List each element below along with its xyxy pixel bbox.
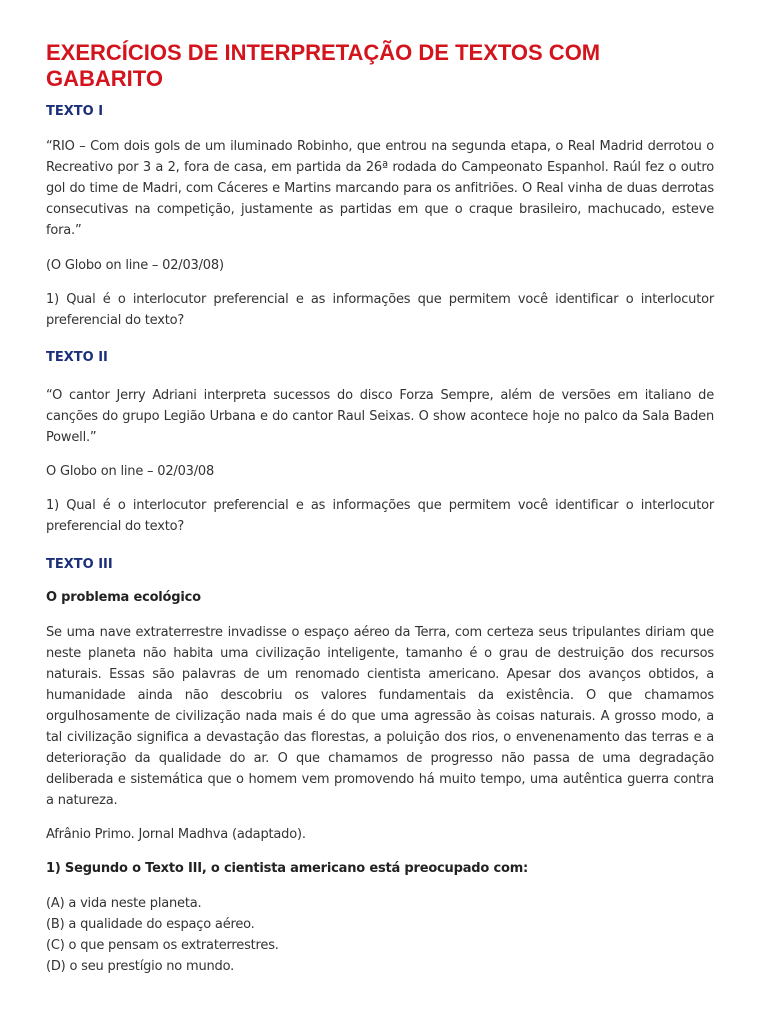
texto-2-source: O Globo on line – 02/03/08 <box>46 464 215 479</box>
texto-1-quote: “RIO – Com dois gols de um iluminado Robinho, que entrou na segunda etapa, o Real Madrid derrotou o Recreativo por 3 a 2, fora de casa, em partida da 26ª rodada do Campeonato Espanhol. Raúl fez o outro gol do time de Madri, com Cáceres e Martins marcando para os anfitriões. O Real vinha de duas derrotas consecutivas na competição, justamente as partidas em que o craque brasileiro, machucado, esteve fora.” <box>46 139 714 238</box>
texto-3-question: 1) Segundo o Texto III, o cientista americano está preocupado com: <box>46 861 529 876</box>
option-d: (D) o seu prestígio no mundo. <box>46 959 235 974</box>
texto-2-heading: TEXTO II <box>46 350 108 365</box>
texto-1-heading: TEXTO I <box>46 104 104 119</box>
texto-2-quote: “O cantor Jerry Adriani interpreta sucessos do disco Forza Sempre, além de versões em italiano de canções do grupo Legião Urbana e do cantor Raul Seixas. O show acontece hoje no palco da Sala Baden Powell.” <box>46 388 714 445</box>
texto-1-source: (O Globo on line – 02/03/08) <box>46 258 224 273</box>
answer-options <box>46 893 714 977</box>
option-b: (B) a qualidade do espaço aéreo. <box>46 917 255 932</box>
texto-3-body: Se uma nave extraterrestre invadisse o espaço aéreo da Terra, com certeza seus tripulantes diriam que neste planeta não habita uma civilização inteligente, tamanho é o grau de destruição dos recursos naturais. Essas são palavras de um renomado cientista americano. Apesar dos avanços obtidos, a humanidade ainda não descobriu os valores fundamentais da existência. O que chamamos orgulhosamente de civilização nada mais é do que uma agressão às coisas naturais. A grosso modo, a tal civilização significa a devastação das florestas, a poluição dos rios, o envenenamento das terras e a deterioração da qualidade do ar. O que chamamos de progresso não passa de uma degradação deliberada e sistemática que o homem vem promovendo há muito tempo, uma autêntica guerra contra a natureza. <box>46 625 714 808</box>
texto-3-subtitle: O problema ecológico <box>46 590 201 605</box>
texto-2-question: 1) Qual é o interlocutor preferencial e as informações que permitem você identificar o interlocutor preferencial do texto? <box>46 498 714 534</box>
option-a: (A) a vida neste planeta. <box>46 896 202 911</box>
texto-3-source: Afrânio Primo. Jornal Madhva (adaptado). <box>46 827 306 842</box>
texto-1-question: 1) Qual é o interlocutor preferencial e as informações que permitem você identificar o interlocutor preferencial do texto? <box>46 292 714 328</box>
texto-3-heading: TEXTO III <box>46 557 113 572</box>
document-title: EXERCÍCIOS DE INTERPRETAÇÃO DE TEXTOS COM GABARITO <box>46 40 601 91</box>
option-c: (C) o que pensam os extraterrestres. <box>46 938 279 953</box>
